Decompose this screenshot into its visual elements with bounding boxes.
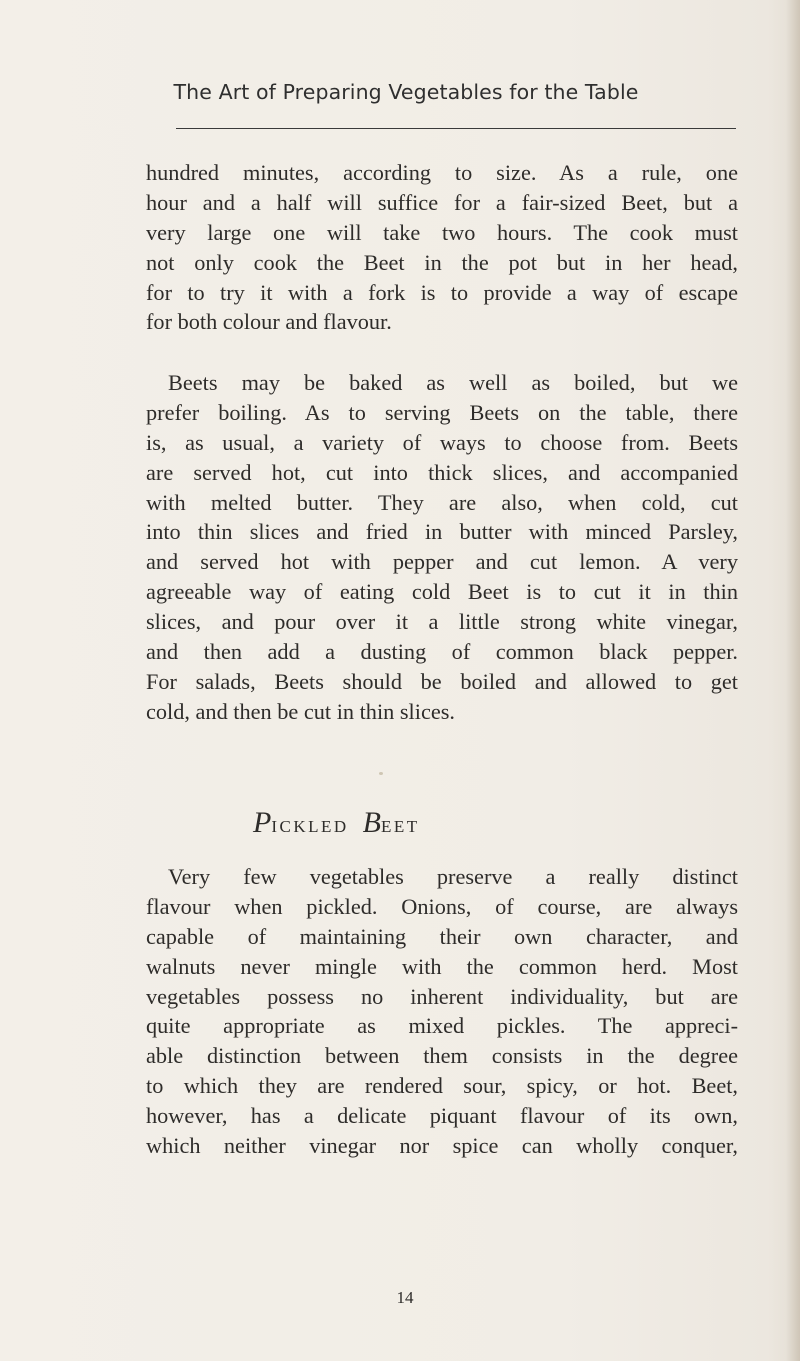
header-rule <box>176 128 736 129</box>
text-line: to which they are rendered sour, spicy, or hot. Beet, <box>146 1073 738 1099</box>
text-line: slices, and pour over it a little strong white vinegar, <box>146 609 738 635</box>
text-line: able distinction between them consists in the degree <box>146 1043 738 1069</box>
text-line: and served hot with pepper and cut lemon. A very <box>146 549 738 575</box>
text-line: vegetables possess no inherent individuality, but are <box>146 983 738 1009</box>
text-line: prefer boiling. As to serving Beets on the table, there <box>146 399 738 425</box>
text-line: hour and a half will suffice for a fair-sized Beet, but a <box>146 189 738 215</box>
page-number: 14 <box>396 1288 414 1307</box>
text-line: however, has a delicate piquant flavour of its own, <box>146 1103 738 1129</box>
paragraph-1 <box>146 158 738 337</box>
text-line: are served hot, cut into thick slices, and accompanied <box>146 459 738 485</box>
page-edge-shadow <box>786 0 800 1361</box>
text-line: flavour when pickled. Onions, of course, are always <box>146 893 738 919</box>
text-line: agreeable way of eating cold Beet is to cut it in thin <box>146 579 738 605</box>
paragraph-3 <box>146 862 738 1161</box>
text-line: into thin slices and fried in butter with minced Parsley, <box>146 519 738 545</box>
text-line: hundred minutes, according to size. As a rule, one <box>146 160 738 185</box>
text-line: For salads, Beets should be boiled and allowed to get <box>146 668 738 694</box>
paragraph-2 <box>146 368 738 727</box>
paper-speck <box>379 772 383 775</box>
text-line: for both colour and flavour. <box>146 309 392 335</box>
heading-word-1-rest: ICKLED <box>271 817 349 836</box>
text-line: very large one will take two hours. The cook must <box>146 219 738 245</box>
text-line: walnuts never mingle with the common herd. Most <box>146 953 738 979</box>
running-head: The Art of Preparing Vegetables for the Table <box>173 80 639 104</box>
text-line: capable of maintaining their own character, and <box>146 923 738 949</box>
section-heading <box>253 806 553 840</box>
text-line: quite appropriate as mixed pickles. The appreci- <box>146 1013 738 1039</box>
text-line: for to try it with a fork is to provide a way of escape <box>146 279 738 305</box>
text-line: is, as usual, a variety of ways to choose from. Beets <box>146 429 738 455</box>
text-line: and then add a dusting of common black pepper. <box>146 639 738 665</box>
text-line: not only cook the Beet in the pot but in her head, <box>146 249 738 275</box>
text-line: cold, and then be cut in thin slices. <box>146 698 455 724</box>
text-line: Very few vegetables preserve a really distinct <box>168 864 738 889</box>
heading-initial-p: P <box>253 806 272 839</box>
text-line: Beets may be baked as well as boiled, but we <box>168 370 738 395</box>
heading-initial-b: B <box>362 806 381 839</box>
text-line: which neither vinegar nor spice can wholly conquer, <box>146 1133 738 1159</box>
heading-word-2-rest: EET <box>380 817 420 836</box>
text-line: with melted butter. They are also, when cold, cut <box>146 489 738 515</box>
